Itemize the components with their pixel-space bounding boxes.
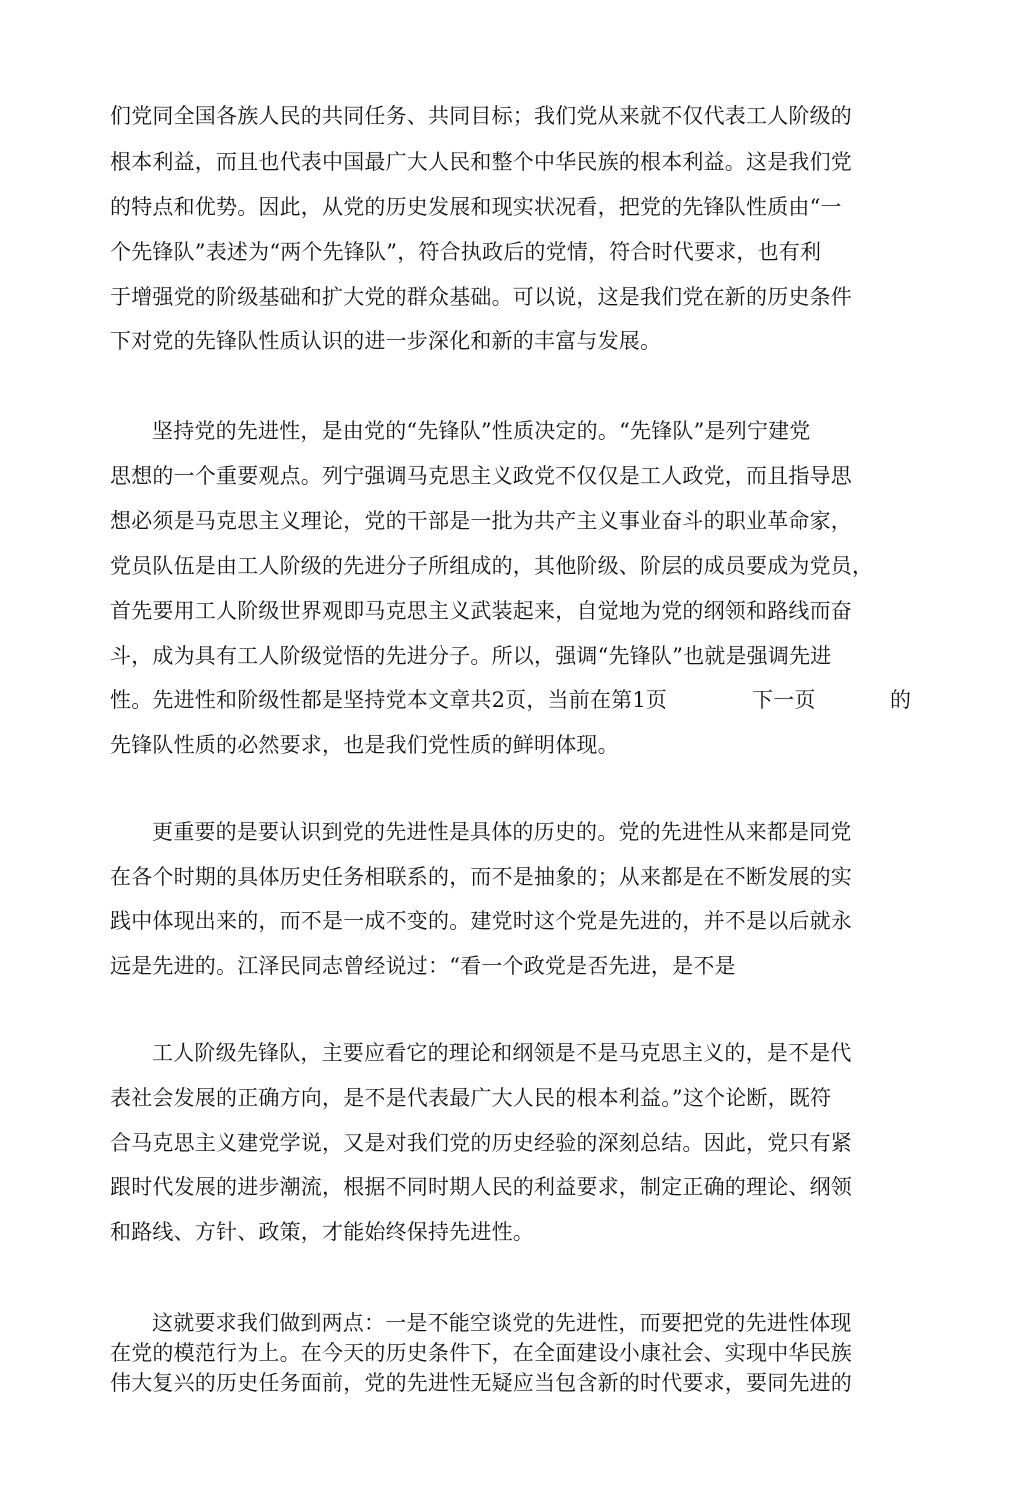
- paragraph-1-line-1: 们党同全国各族人民的共同任务、共同目标；我们党从来就不仅代表工人阶级的: [110, 104, 852, 128]
- next-page-link[interactable]: 下一页: [752, 688, 816, 712]
- paragraph-5-line-2: 在党的模范行为上。在今天的历史条件下，在全面建设小康社会、实现中华民族: [110, 1341, 852, 1365]
- paragraph-2-pager-line: [110, 685, 910, 715]
- paragraph-5-line-1: 这就要求我们做到两点：一是不能空谈党的先进性，而要把党的先进性体现: [152, 1311, 852, 1335]
- paragraph-2-line-6: 斗，成为具有工人阶级觉悟的先进分子。所以，强调“先锋队”也就是强调先进: [110, 644, 832, 668]
- paragraph-2-line-8: 先锋队性质的必然要求，也是我们党性质的鲜明体现。: [110, 733, 619, 757]
- paragraph-2-line-3: 想必须是马克思主义理论，党的干部是一批为共产主义事业奋斗的职业革命家，: [110, 509, 852, 533]
- paragraph-2-line-7-end: 的: [890, 688, 912, 712]
- paragraph-4-line-3: 合马克思主义建党学说，又是对我们党的历史经验的深刻总结。因此，党只有紧: [110, 1131, 852, 1155]
- paragraph-1-line-2: 根本利益，而且也代表中国最广大人民和整个中华民族的根本利益。这是我们党: [110, 150, 852, 174]
- paragraph-2-line-5: 首先要用工人阶级世界观即马克思主义武装起来，自觉地为党的纲领和路线而奋: [110, 599, 852, 623]
- paragraph-2-line-1: 坚持党的先进性，是由党的“先锋队”性质决定的。“先锋队”是列宁建党: [152, 419, 811, 443]
- paragraph-1-line-6: 下对党的先锋队性质认识的进一步深化和新的丰富与发展。: [110, 329, 662, 353]
- paragraph-5-line-3: 伟大复兴的历史任务面前，党的先进性无疑应当包含新的时代要求，要同先进的: [110, 1371, 852, 1395]
- paragraph-3-line-4: 远是先进的。江泽民同志曾经说过：“看一个政党是否先进，是不是: [110, 954, 736, 978]
- paragraph-2-line-2: 思想的一个重要观点。列宁强调马克思主义政党不仅仅是工人政党，而且指导思: [110, 464, 852, 488]
- pager-info-text: 性。先进性和阶级性都是坚持党本文章共2页，当前在第1页: [110, 688, 668, 712]
- paragraph-4-line-2: 表社会发展的正确方向，是不是代表最广大人民的根本利益。”这个论断，既符: [110, 1086, 832, 1110]
- paragraph-1-line-4: 个先锋队”表述为“两个先锋队”，符合执政后的党情，符合时代要求，也有利: [110, 240, 822, 264]
- paragraph-1-line-5: 于增强党的阶级基础和扩大党的群众基础。可以说，这是我们党在新的历史条件: [110, 285, 852, 309]
- paragraph-3-line-3: 践中体现出来的，而不是一成不变的。建党时这个党是先进的，并不是以后就永: [110, 909, 852, 933]
- paragraph-3-line-2: 在各个时期的具体历史任务相联系的，而不是抽象的；从来都是在不断发展的实: [110, 865, 852, 889]
- paragraph-2-line-4: 党员队伍是由工人阶级的先进分子所组成的，其他阶级、阶层的成员要成为党员，: [110, 554, 874, 578]
- paragraph-1-line-3: 的特点和优势。因此，从党的历史发展和现实状况看，把党的先锋队性质由“一: [110, 195, 842, 219]
- paragraph-4-line-4: 跟时代发展的进步潮流，根据不同时期人民的利益要求，制定正确的理论、纲领: [110, 1175, 852, 1199]
- paragraph-4-line-5: 和路线、方针、政策，才能始终保持先进性。: [110, 1220, 534, 1244]
- paragraph-4-line-1: 工人阶级先锋队，主要应看它的理论和纲领是不是马克思主义的，是不是代: [152, 1041, 852, 1065]
- paragraph-3-line-1: 更重要的是要认识到党的先进性是具体的历史的。党的先进性从来都是同党: [152, 820, 852, 844]
